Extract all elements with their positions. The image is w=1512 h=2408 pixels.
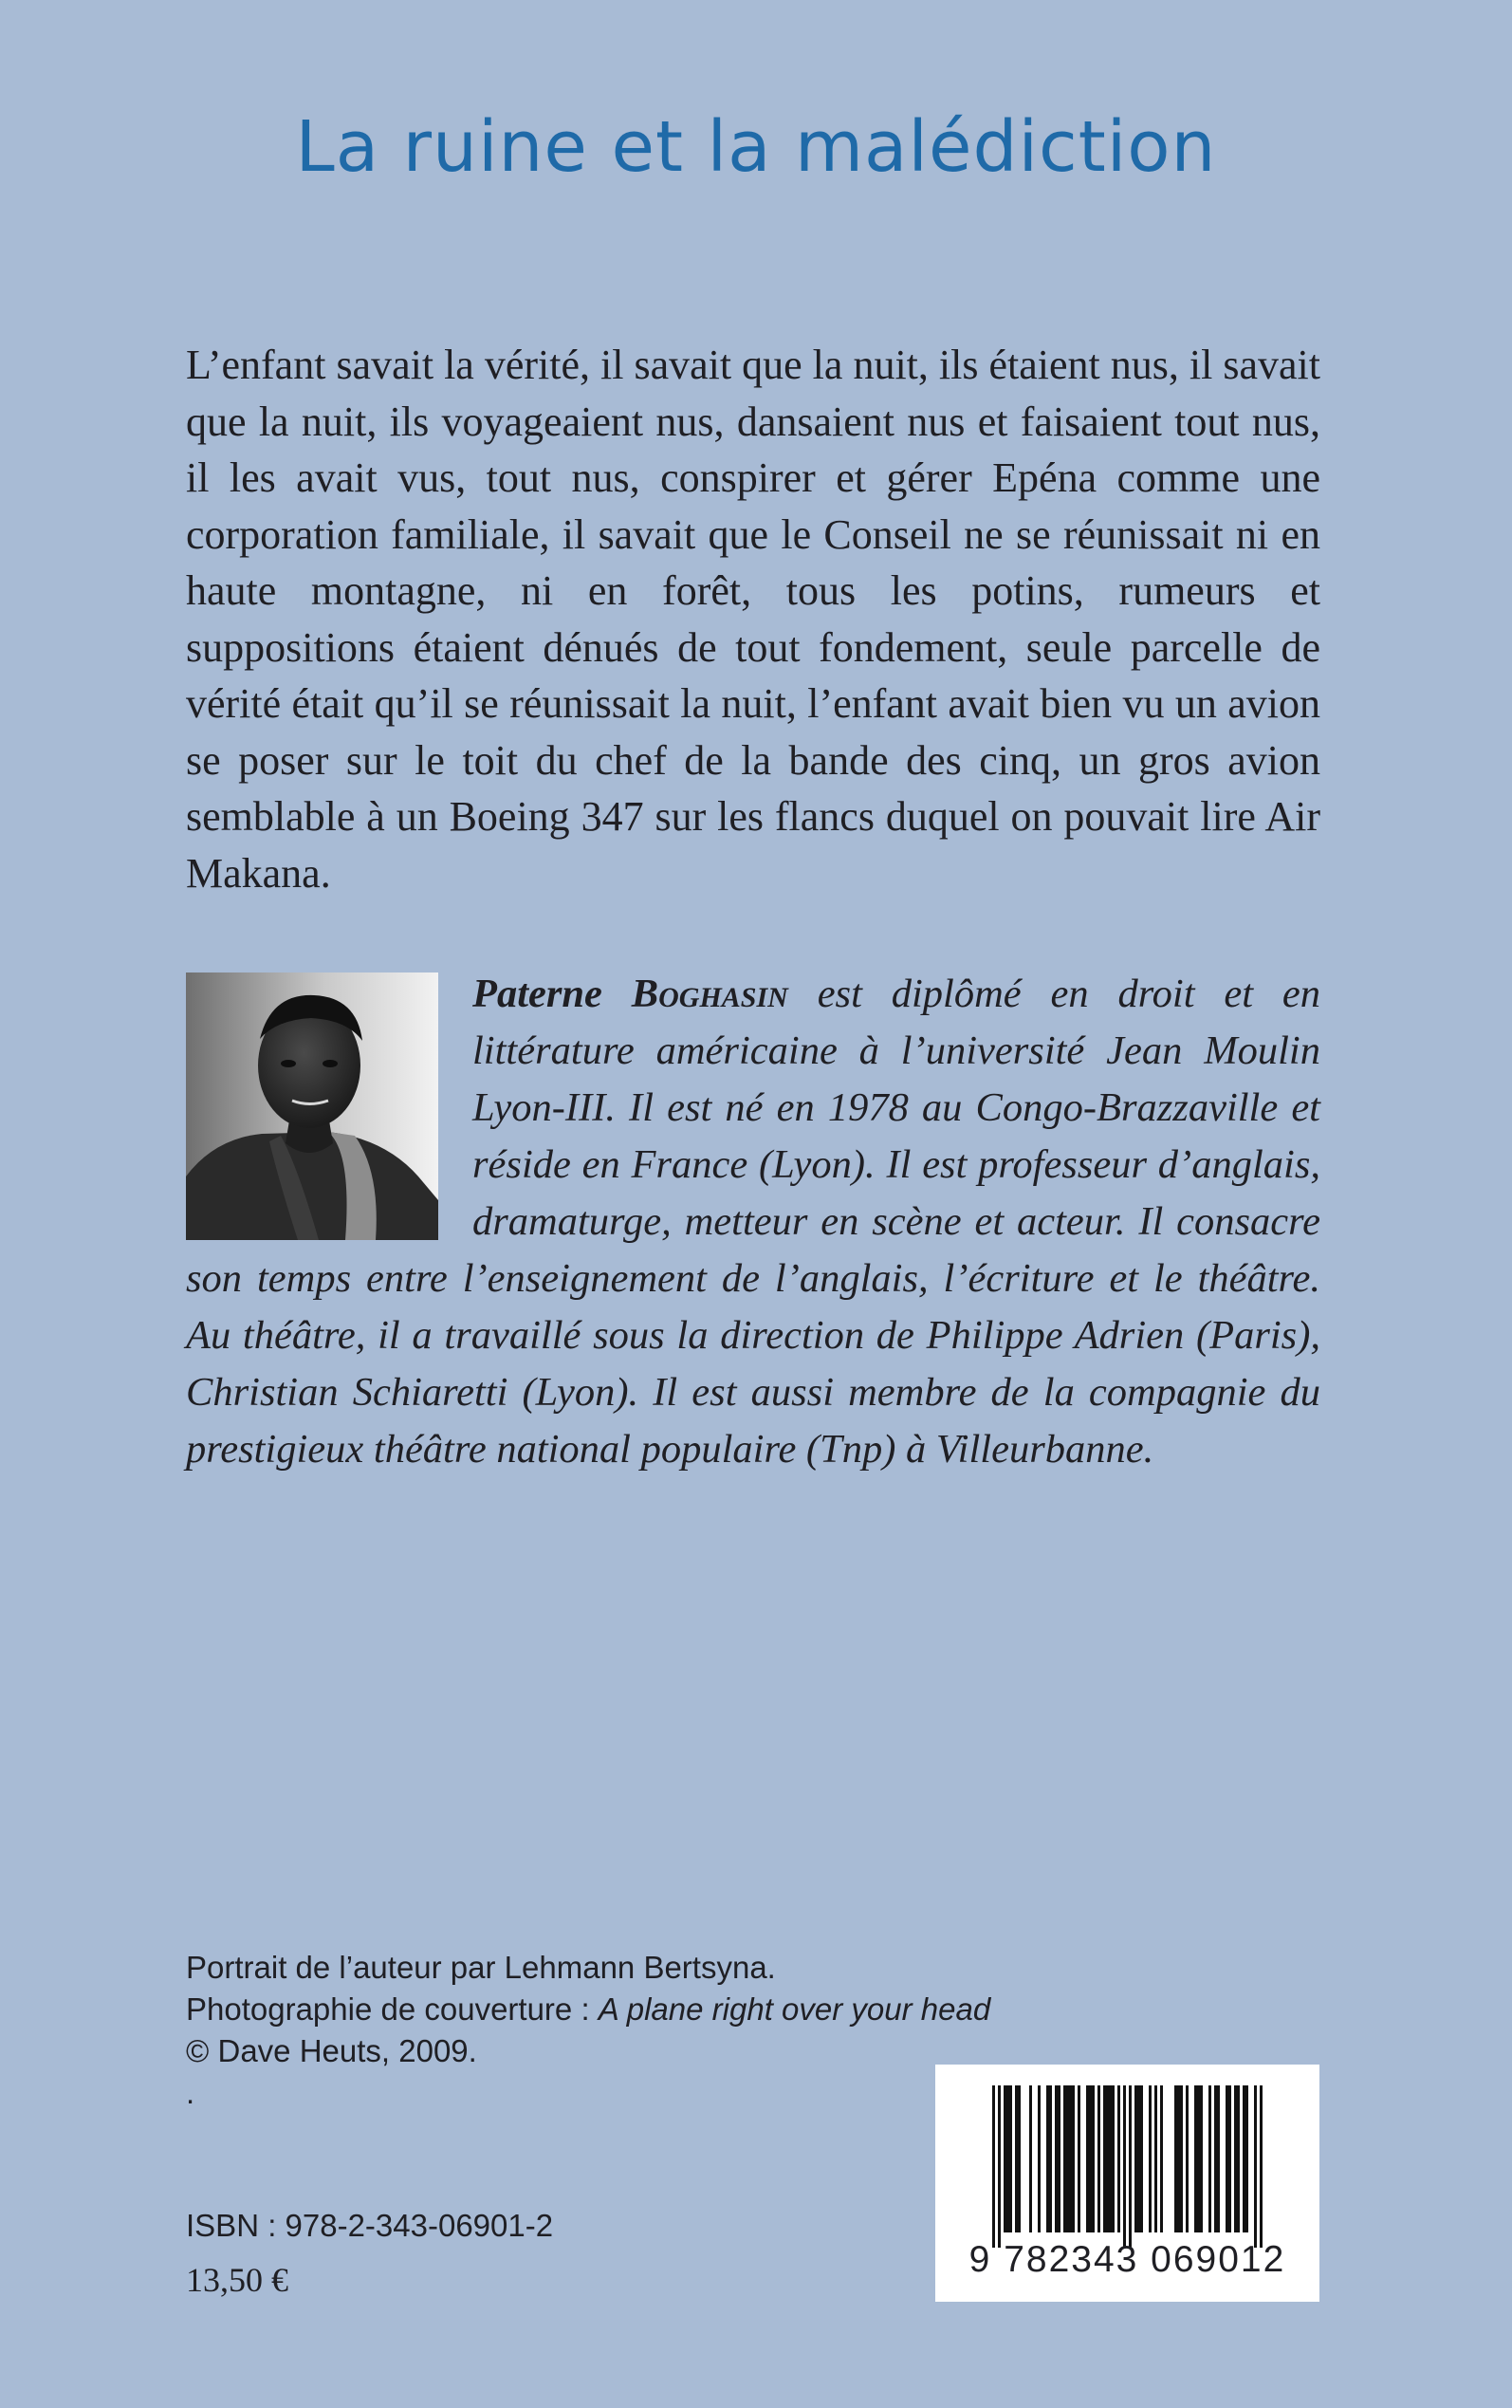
- author-last-name: Boghasin: [631, 972, 788, 1016]
- barcode-bar: [1194, 2085, 1197, 2232]
- barcode-bar: [1089, 2085, 1092, 2232]
- author-first-name: Paterne: [472, 972, 602, 1016]
- barcode-bar: [1254, 2085, 1257, 2248]
- cover-photo-title: A plane right over your head: [598, 1991, 991, 2027]
- cover-photo-copyright: © Dave Heuts, 2009.: [186, 2033, 477, 2068]
- barcode-bar: [1006, 2085, 1009, 2232]
- barcode-bar: [1086, 2085, 1089, 2232]
- author-portrait: [186, 972, 438, 1240]
- barcode-bar: [1103, 2085, 1106, 2232]
- barcode-bar: [1009, 2085, 1012, 2232]
- book-title: La ruine et la malédiction: [295, 106, 1217, 188]
- barcode-bar: [1149, 2085, 1152, 2232]
- author-bio-text: est diplômé en droit et en littérature américaine à l’université Jean Moulin Lyon-III. Il est né en 1978 au Congo-Brazzaville et réside en France (Lyon). Il est professeur d’anglais, dramaturge, metteur en scène et acteur. Il consacre son temps entre l’enseignement de l’anglais, l’écriture et le théâtre. Au théâtre, il a travaillé sous la direction de Philippe Adrien (Paris), Christian Schiaretti (Lyon). Il est aussi membre de la compagnie du prestigieux théâtre national populaire (Tnp) à Villeurbanne.: [186, 972, 1321, 1472]
- barcode-digits: 9 782343 069012: [968, 2239, 1286, 2280]
- credits-dot: .: [186, 2075, 195, 2110]
- barcode-bar: [1123, 2085, 1126, 2248]
- barcode-bar: [1243, 2085, 1245, 2232]
- barcode-bar: [1214, 2085, 1217, 2232]
- barcode-bar: [1200, 2085, 1203, 2232]
- barcode-bar: [1109, 2085, 1112, 2232]
- barcode-bar: [1228, 2085, 1231, 2232]
- barcode-bar: [992, 2085, 995, 2248]
- barcode-bar: [1197, 2085, 1200, 2232]
- barcode-bar: [1055, 2085, 1058, 2232]
- barcode-bar: [1117, 2085, 1120, 2232]
- barcode-bar: [1049, 2085, 1052, 2232]
- barcode-bar: [1097, 2085, 1100, 2232]
- barcode-bar: [1038, 2085, 1041, 2232]
- isbn: ISBN : 978-2-343-06901-2: [186, 2208, 554, 2243]
- cover-photo-credit: [186, 1989, 990, 2030]
- cover-photo-label: Photographie de couverture :: [186, 1991, 599, 2027]
- barcode-bar: [1015, 2085, 1018, 2232]
- barcode-bar: [1134, 2085, 1137, 2232]
- barcode-bar: [1112, 2085, 1115, 2232]
- barcode-bar: [1066, 2085, 1069, 2232]
- barcode-bar: [1063, 2085, 1066, 2232]
- barcode-bar: [1245, 2085, 1248, 2232]
- barcode-bar: [1180, 2085, 1183, 2232]
- barcode-bar: [1177, 2085, 1180, 2232]
- barcode-bar: [1160, 2085, 1163, 2232]
- barcode-bar: [1137, 2085, 1140, 2232]
- author-portrait-image: [186, 972, 438, 1240]
- barcode-bar: [1078, 2085, 1080, 2232]
- barcode-bar: [1186, 2085, 1189, 2232]
- barcode-bar: [1072, 2085, 1075, 2232]
- barcode-bar: [1018, 2085, 1021, 2232]
- barcode-bar: [1174, 2085, 1177, 2232]
- barcode-bar: [1140, 2085, 1143, 2232]
- barcode: [935, 2065, 1319, 2302]
- price: 13,50 €: [186, 2261, 288, 2299]
- barcode-bar: [1046, 2085, 1049, 2232]
- barcode-bar: [1029, 2085, 1032, 2232]
- barcode-bar: [1004, 2085, 1006, 2232]
- portrait-credit: Portrait de l’auteur par Lehmann Bertsyna.: [186, 1950, 776, 1985]
- barcode-bar: [1106, 2085, 1109, 2232]
- barcode-bar: [1226, 2085, 1228, 2232]
- barcode-bar: [1058, 2085, 1060, 2232]
- barcode-bar: [1234, 2085, 1237, 2232]
- author-bio: [186, 966, 1320, 1478]
- barcode-bar: [998, 2085, 1001, 2248]
- barcode-bar: [1208, 2085, 1211, 2232]
- barcode-bar: [1237, 2085, 1240, 2232]
- barcode-bar: [1069, 2085, 1072, 2232]
- barcode-bar: [1129, 2085, 1132, 2248]
- barcode-bar: [1260, 2085, 1263, 2248]
- barcode-bar: [1092, 2085, 1095, 2232]
- barcode-bar: [1154, 2085, 1157, 2232]
- barcode-bar: [1217, 2085, 1220, 2232]
- back-cover-blurb: L’enfant savait la vérité, il savait que la nuit, ils étaient nus, il savait que la nuit, ils voyageaient nus, dansaient nus et faisaient tout nus, il les avait vus, tout nus, conspirer et gérer Epéna comme une corporation familiale, il savait que le Conseil ne se réunissait ni en haute montagne, ni en forêt, tous les potins, rumeurs et suppositions étaient dénués de tout fondement, seule parcelle de vérité était qu’il se réunissait la nuit, l’enfant avait bien vu un avion se poser sur le toit du chef de la bande des cinq, un gros avion semblable à un Boeing 347 sur les flancs duquel on pouvait lire Air Makana.: [186, 342, 1320, 897]
- photo-credits: [186, 1947, 990, 2114]
